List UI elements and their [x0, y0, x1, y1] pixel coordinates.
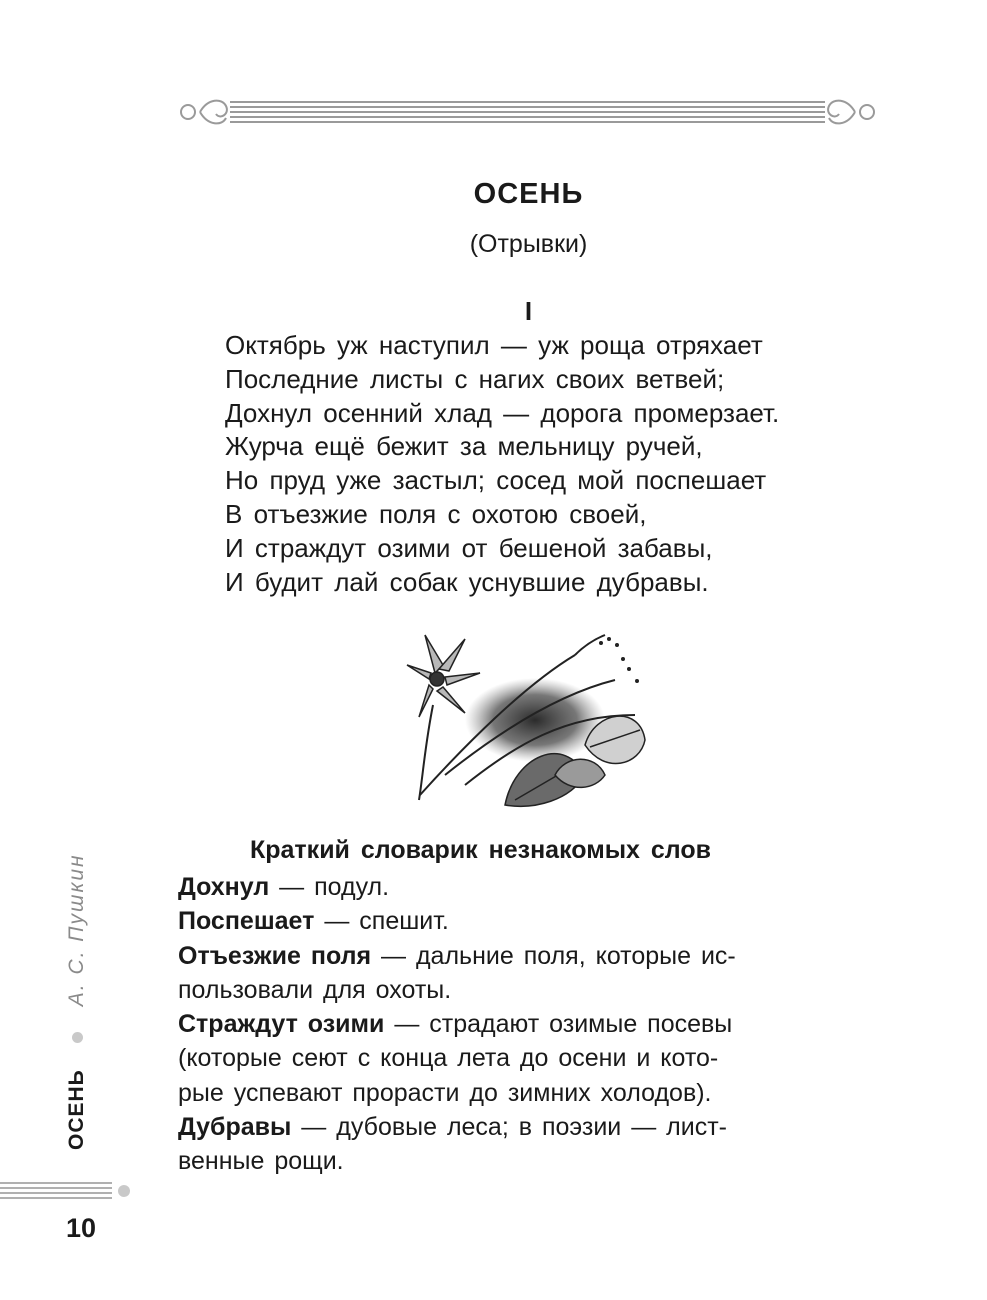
poem-line: Последние листы с нагих своих ветвей; [225, 363, 725, 394]
glossary-term: Отъезжие поля [178, 941, 372, 970]
glossary-definition: пользовали для охоты. [178, 975, 452, 1004]
poem-line: Но пруд уже застыл; сосед мой поспешает [225, 465, 767, 496]
glossary-definition: (которые сеют с конца лета до осени и кото- [178, 1044, 719, 1073]
poem-title: ОСЕНЬ [473, 178, 584, 210]
poem-text [225, 329, 905, 599]
glossary-definition: рые успевают прорасти до зимних холодов). [178, 1078, 712, 1107]
poem-line: Журча ещё бежит за мельницу ручей, [225, 431, 703, 462]
glossary-term: Поспешает [178, 907, 315, 936]
glossary-definition: — дубовые леса; в поэзии — лист- [291, 1113, 727, 1142]
glossary [178, 870, 878, 1179]
glossary-definition: — страдают озимые посевы [384, 1010, 733, 1039]
glossary-line [178, 1007, 878, 1041]
poem-line: Дохнул осенний хлад — дорога промерзает. [225, 397, 780, 428]
glossary-line [178, 939, 878, 973]
glossary-line [178, 1144, 878, 1178]
glossary-line [178, 973, 878, 1007]
running-header [65, 690, 89, 1150]
glossary-term: Дубравы [178, 1113, 292, 1142]
section-numeral: I [524, 296, 533, 326]
glossary-definition: венные рощи. [178, 1147, 344, 1176]
glossary-line [178, 870, 878, 904]
poem-line: И будит лай собак уснувшие дубравы. [225, 566, 709, 597]
glossary-definition: — дальние поля, которые ис- [371, 941, 736, 970]
poem-line: В отъезжие поля с охотою своей, [225, 498, 647, 529]
glossary-line [178, 1076, 878, 1110]
running-header-author: А. С. Пушкин [65, 853, 88, 1007]
glossary-line [178, 1110, 878, 1144]
decorative-ornament-top [170, 92, 885, 132]
glossary-line [178, 904, 878, 938]
poem-line: И страждут озими от бешеной забавы, [225, 532, 713, 563]
page-number: 10 [66, 1213, 97, 1243]
poem-line: Октябрь уж наступил — уж роща отряхает [225, 330, 763, 360]
glossary-term: Страждут озими [178, 1010, 385, 1039]
glossary-title: Краткий словарик незнакомых слов [250, 836, 711, 864]
glossary-term: Дохнул [178, 873, 270, 901]
glossary-definition: — подул. [269, 873, 390, 901]
running-header-chapter: ОСЕНЬ [65, 1069, 88, 1150]
autumn-flower-leaves-illustration [405, 625, 660, 835]
bullet-dot-icon [72, 1032, 83, 1043]
glossary-definition: — спешит. [314, 907, 449, 936]
footer-rule-ornament [0, 1175, 135, 1205]
glossary-line [178, 1041, 878, 1075]
poem-subtitle: (Отрывки) [469, 230, 588, 258]
